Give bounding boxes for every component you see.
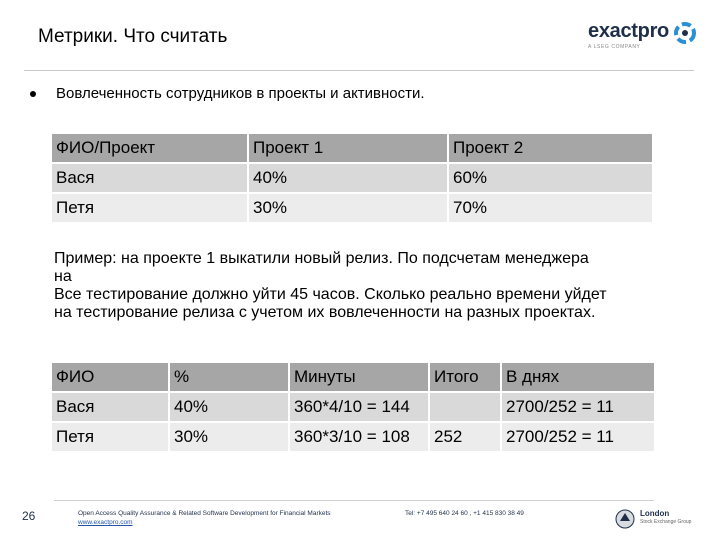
engagement-table <box>52 134 652 222</box>
bullet-text: Вовлеченность сотрудников в проекты и активности. <box>56 85 425 102</box>
table-row <box>52 163 652 193</box>
footer-company: Open Access Quality Assurance & Related Software Development for Financial Markets <box>78 510 331 517</box>
table-header-cell: Минуты <box>289 363 429 392</box>
table-cell: Петя <box>52 193 248 222</box>
table-header-row <box>52 363 654 392</box>
table-row <box>52 422 654 451</box>
logo-swirl-icon <box>674 21 696 45</box>
paragraph-line: Все тестирование должно уйти 45 часов. Сколько реально времени уйдет <box>54 286 607 303</box>
bullet-marker <box>30 91 36 97</box>
logo-tagline: A LSEG COMPANY <box>588 44 641 50</box>
time-calculation-table <box>52 363 654 451</box>
table-cell: 30% <box>248 193 448 222</box>
table-header-cell: % <box>169 363 289 392</box>
lse-logo <box>614 507 704 535</box>
slide-title: Метрики. Что считать <box>38 26 228 47</box>
table-cell: Вася <box>52 392 169 422</box>
paragraph-line: Пример: на проекте 1 выкатили новый релиз. По подсчетам менеджера <box>54 250 589 267</box>
table-cell <box>429 392 501 422</box>
table-header-cell: Проект 1 <box>248 134 448 163</box>
table-header-row <box>52 134 652 163</box>
table-header-cell: ФИО/Проект <box>52 134 248 163</box>
paragraph-line: на <box>54 268 72 285</box>
example-paragraph <box>54 250 684 322</box>
footer-phones: Tel: +7 495 640 24 60 , +1 415 830 38 49 <box>405 510 524 517</box>
table-header-cell: Проект 2 <box>448 134 652 163</box>
table-row <box>52 392 654 422</box>
footer-divider <box>54 500 654 501</box>
table-cell: 30% <box>169 422 289 451</box>
table-cell: Петя <box>52 422 169 451</box>
title-divider <box>24 70 694 71</box>
table-header-cell: В днях <box>501 363 654 392</box>
table-header-cell: ФИО <box>52 363 169 392</box>
table-cell: 60% <box>448 163 652 193</box>
exactpro-logo <box>588 20 698 54</box>
page-number: 26 <box>22 509 36 523</box>
table-cell: 70% <box>448 193 652 222</box>
table-cell: 2700/252 = 11 <box>501 422 654 451</box>
table-cell: Вася <box>52 163 248 193</box>
table-cell: 40% <box>248 163 448 193</box>
table-cell: 360*4/10 = 144 <box>289 392 429 422</box>
footer-website-link[interactable]: www.exactpro.com <box>78 519 133 526</box>
table-header-cell: Итого <box>429 363 501 392</box>
lse-name: London <box>640 509 670 518</box>
paragraph-line: на тестирование релиза с учетом их вовлеченности на разных проектах. <box>54 304 596 321</box>
table-cell: 40% <box>169 392 289 422</box>
table-cell: 2700/252 = 11 <box>501 392 654 422</box>
table-row <box>52 193 652 222</box>
table-cell: 360*3/10 = 108 <box>289 422 429 451</box>
logo-wordmark: exactpro <box>588 20 669 42</box>
lse-crest-icon <box>614 507 636 531</box>
lse-subtitle: Stock Exchange Group <box>640 519 692 525</box>
table-cell: 252 <box>429 422 501 451</box>
